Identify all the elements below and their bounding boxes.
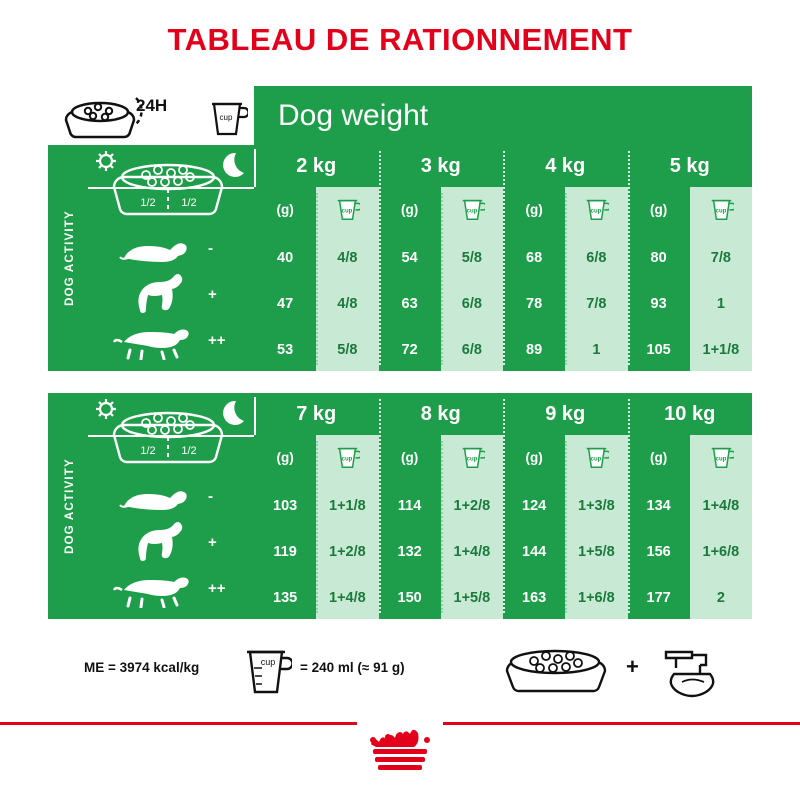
activity-level-1-2: + xyxy=(208,285,217,303)
weight-column-10kg xyxy=(628,393,753,619)
unit-grams: (g) xyxy=(401,449,419,465)
cell-cup: 5/8 xyxy=(461,250,482,266)
cell-grams: 53 xyxy=(277,342,294,358)
cell-grams: 132 xyxy=(397,544,422,560)
unit-grams: (g) xyxy=(276,201,294,217)
cell-grams: 105 xyxy=(646,342,671,358)
cell-grams: 89 xyxy=(526,342,543,358)
unit-cup-icon xyxy=(316,187,378,231)
activity-axis-label-2 xyxy=(50,393,90,619)
cell-cup: 1+2/8 xyxy=(453,498,491,514)
cell-cup: 1+4/8 xyxy=(702,498,740,514)
measuring-cup-icon xyxy=(206,94,248,140)
day-night-bowl-2 xyxy=(86,397,254,469)
cup-half xyxy=(441,187,503,371)
weight-column-7kg xyxy=(254,393,379,619)
unit-grams: (g) xyxy=(650,449,668,465)
unit-cup-icon xyxy=(690,187,752,231)
weight-label: 2 kg xyxy=(296,154,337,177)
activity-label-text: DOG ACTIVITY xyxy=(64,210,77,306)
unit-grams: (g) xyxy=(525,201,543,217)
cell-grams: 40 xyxy=(277,250,294,266)
unit-cup-icon xyxy=(441,187,503,231)
cell-grams: 80 xyxy=(650,250,667,266)
cup-half xyxy=(690,187,752,371)
cell-grams: 177 xyxy=(646,590,671,606)
unit-grams: (g) xyxy=(650,201,668,217)
weight-label: 3 kg xyxy=(420,154,461,177)
cell-grams: 114 xyxy=(397,498,422,514)
svg-text:1/2: 1/2 xyxy=(181,445,197,457)
unit-cup-icon xyxy=(316,435,378,479)
cell-cup: 1+4/8 xyxy=(329,590,366,606)
table-header-row xyxy=(48,86,752,145)
cell-cup: 1+2/8 xyxy=(329,544,366,560)
cell-cup: 1+3/8 xyxy=(578,498,615,514)
dog-sitting-icon xyxy=(110,274,202,314)
unit-grams: (g) xyxy=(276,449,294,465)
cell-grams: 63 xyxy=(401,296,418,312)
cup-half xyxy=(441,435,503,619)
footer-legend xyxy=(48,634,752,710)
page-title: TABLEAU DE RATIONNEMENT xyxy=(167,22,633,57)
grams-half xyxy=(628,435,690,619)
dog-bowl-icon xyxy=(500,642,610,694)
cup-half xyxy=(316,435,378,619)
activity-row-1-2 xyxy=(92,273,254,315)
dog-lying-icon xyxy=(110,476,202,516)
activity-level-2-1: - xyxy=(208,487,213,505)
weight-column-9kg xyxy=(503,393,628,619)
svg-text:cup: cup xyxy=(466,456,478,463)
cell-cup: 2 xyxy=(716,590,725,606)
weight-block-1 xyxy=(48,145,752,371)
grams-half xyxy=(628,187,690,371)
activity-row-2-2 xyxy=(92,521,254,563)
dog-sitting-icon xyxy=(110,522,202,562)
weight-label: 9 kg xyxy=(545,402,586,425)
metabolizable-energy-text: ME = 3974 kcal/kg xyxy=(84,660,200,675)
cell-grams: 68 xyxy=(526,250,543,266)
grams-half xyxy=(254,435,316,619)
royal-canin-crown-icon xyxy=(357,722,443,780)
cell-grams: 78 xyxy=(526,296,543,312)
measuring-cup-icon xyxy=(240,638,292,700)
activity-label-text: DOG ACTIVITY xyxy=(64,458,77,554)
weight-columns-1 xyxy=(254,145,752,371)
cell-grams: 163 xyxy=(522,590,547,606)
cell-cup: 6/8 xyxy=(461,296,482,312)
cell-cup: 1 xyxy=(716,296,725,312)
unit-grams: (g) xyxy=(401,201,419,217)
cell-cup: 1+5/8 xyxy=(578,544,615,560)
svg-text:1/2: 1/2 xyxy=(140,445,156,457)
grams-half xyxy=(503,187,565,371)
cell-grams: 72 xyxy=(401,342,418,358)
grams-half xyxy=(379,187,441,371)
cup-half xyxy=(565,435,627,619)
activity-icons-1 xyxy=(92,227,254,367)
svg-text:1/2: 1/2 xyxy=(181,197,197,209)
dog-walking-icon xyxy=(110,320,202,360)
cell-cup: 4/8 xyxy=(337,296,358,312)
weight-header-label: Dog weight xyxy=(254,86,752,145)
svg-text:cup: cup xyxy=(715,208,727,215)
water-tap-icon xyxy=(656,640,732,700)
cell-grams: 124 xyxy=(522,498,547,514)
weight-columns-2 xyxy=(254,393,752,619)
cell-cup: 7/8 xyxy=(710,250,731,266)
weight-column-3kg xyxy=(379,145,504,371)
cell-grams: 134 xyxy=(646,498,671,514)
cell-grams: 47 xyxy=(277,296,294,312)
hours-label: 24H xyxy=(136,96,168,115)
cup-half xyxy=(316,187,378,371)
cell-grams: 103 xyxy=(273,498,298,514)
block-separator xyxy=(48,371,752,393)
plus-sign: + xyxy=(626,654,639,679)
cell-cup: 1+1/8 xyxy=(702,342,740,358)
weight-column-4kg xyxy=(503,145,628,371)
weight-column-8kg xyxy=(379,393,504,619)
cell-grams: 54 xyxy=(401,250,418,266)
cup-equivalence-text: = 240 ml (≈ 91 g) xyxy=(300,660,405,675)
weight-column-2kg xyxy=(254,145,379,371)
activity-icons-2 xyxy=(92,475,254,615)
cell-cup: 1+1/8 xyxy=(329,498,366,514)
grams-half xyxy=(254,187,316,371)
cell-cup: 6/8 xyxy=(461,342,482,358)
activity-level-2-3: ++ xyxy=(208,579,226,597)
feeding-table xyxy=(48,86,752,630)
header-left-cell xyxy=(48,86,254,145)
cup-half xyxy=(565,187,627,371)
activity-row-1-1 xyxy=(92,227,254,269)
cell-cup: 1+5/8 xyxy=(453,590,491,606)
svg-text:cup: cup xyxy=(591,208,602,215)
day-night-bowl-1 xyxy=(86,149,254,221)
cell-cup: 6/8 xyxy=(586,250,607,266)
cell-cup: 1 xyxy=(592,342,601,358)
svg-text:cup: cup xyxy=(342,208,353,215)
cell-grams: 144 xyxy=(522,544,547,560)
cell-grams: 93 xyxy=(650,296,667,312)
svg-text:cup: cup xyxy=(715,456,727,463)
weight-block-2 xyxy=(48,393,752,619)
svg-text:cup: cup xyxy=(219,113,233,122)
dog-lying-icon xyxy=(110,228,202,268)
svg-text:cup: cup xyxy=(260,657,276,667)
cell-cup: 7/8 xyxy=(586,296,607,312)
cell-cup: 1+4/8 xyxy=(453,544,491,560)
weight-label: 7 kg xyxy=(296,402,337,425)
activity-level-1-1: - xyxy=(208,239,213,257)
cell-cup: 4/8 xyxy=(337,250,358,266)
cell-cup: 1+6/8 xyxy=(578,590,615,606)
cell-grams: 135 xyxy=(273,590,298,606)
svg-text:1/2: 1/2 xyxy=(140,197,156,209)
dog-walking-icon xyxy=(110,568,202,608)
activity-axis-label-1 xyxy=(50,145,90,371)
svg-text:cup: cup xyxy=(466,208,478,215)
unit-cup-icon xyxy=(441,435,503,479)
weight-label: 10 kg xyxy=(664,402,716,425)
cell-cup: 5/8 xyxy=(337,342,358,358)
svg-text:cup: cup xyxy=(591,456,602,463)
cell-cup: 1+6/8 xyxy=(702,544,740,560)
cell-grams: 150 xyxy=(397,590,422,606)
weight-column-5kg xyxy=(628,145,753,371)
activity-row-1-3 xyxy=(92,319,254,361)
cell-grams: 119 xyxy=(273,544,297,560)
unit-grams: (g) xyxy=(525,449,543,465)
unit-cup-icon xyxy=(690,435,752,479)
activity-level-1-3: ++ xyxy=(208,331,226,349)
grams-half xyxy=(379,435,441,619)
activity-row-2-1 xyxy=(92,475,254,517)
activity-row-2-3 xyxy=(92,567,254,609)
unit-cup-icon xyxy=(565,187,627,231)
weight-label: 4 kg xyxy=(545,154,586,177)
cell-grams: 156 xyxy=(646,544,671,560)
svg-text:cup: cup xyxy=(342,456,353,463)
weight-label: 8 kg xyxy=(420,402,461,425)
cup-half xyxy=(690,435,752,619)
activity-level-2-2: + xyxy=(208,533,217,551)
unit-cup-icon xyxy=(565,435,627,479)
grams-half xyxy=(503,435,565,619)
weight-label: 5 kg xyxy=(669,154,710,177)
